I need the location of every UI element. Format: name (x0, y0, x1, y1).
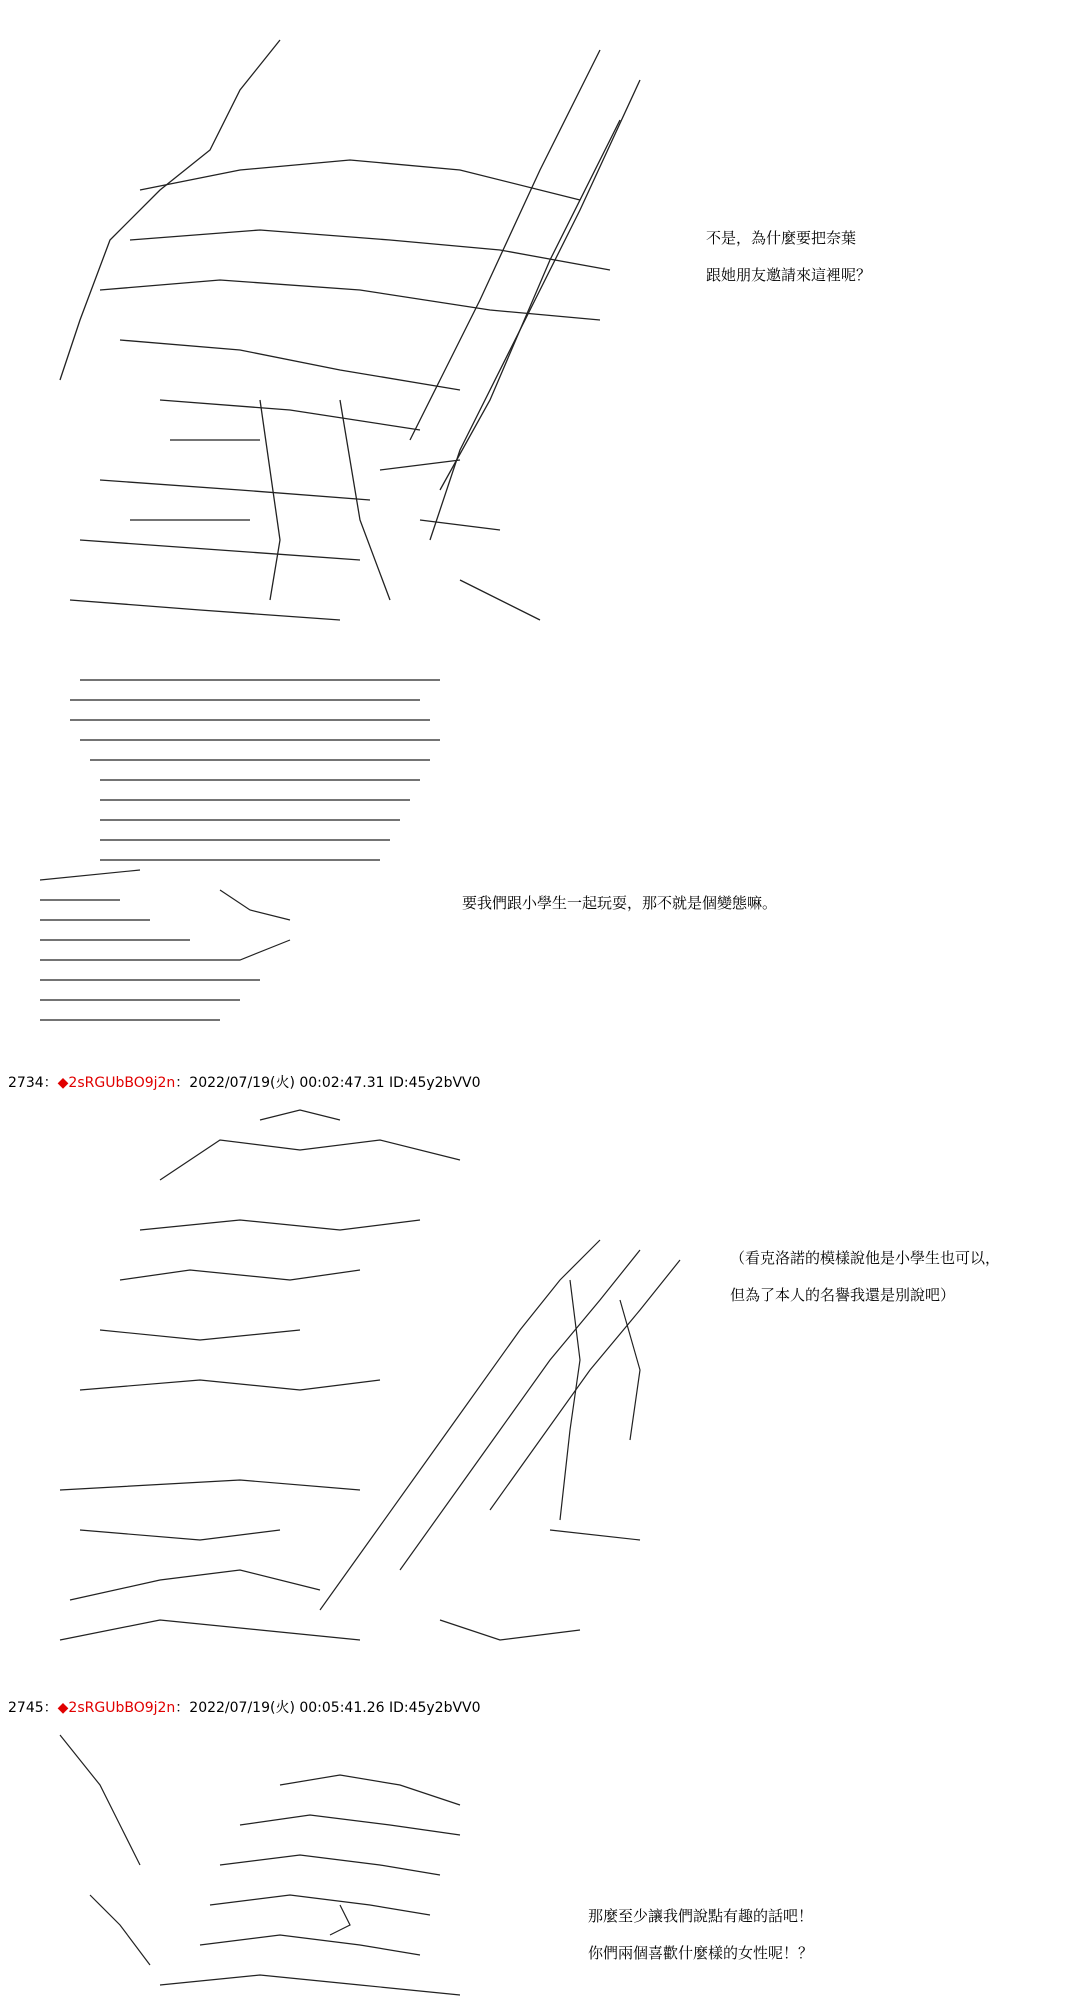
ascii-art-figure-2 (40, 670, 460, 1040)
ascii-art-figure-3 (40, 1100, 700, 1660)
post-datetime-id: ：2022/07/19(火) 00:05:41.26 ID:45y2bVV0 (175, 1700, 481, 1716)
post-header-2745 (8, 1697, 481, 1717)
dialog-line: （看克洛諾的模樣說他是小學生也可以， (730, 1249, 1001, 1267)
trip-code[interactable]: 2sRGUbBO9j2n (68, 1075, 176, 1091)
post-number: 2745 (8, 1700, 44, 1716)
trip-diamond-icon: ◆ (57, 1700, 69, 1716)
post-number: 2734 (8, 1075, 44, 1091)
dialog-block-4 (588, 1898, 813, 1972)
post-separator: ： (43, 1075, 58, 1091)
post-datetime-id: ：2022/07/19(火) 00:02:47.31 ID:45y2bVV0 (175, 1075, 481, 1091)
dialog-line: 但為了本人的名譽我還是別說吧） (730, 1286, 956, 1304)
dialog-block-1 (706, 220, 871, 294)
post-separator: ： (43, 1700, 58, 1716)
dialog-line: 要我們跟小學生一起玩耍，那不就是個變態嘛。 (462, 894, 778, 912)
dialog-line: 那麼至少讓我們說點有趣的話吧！ (588, 1907, 814, 1925)
trip-diamond-icon: ◆ (57, 1075, 69, 1091)
dialog-line: 你們兩個喜歡什麼樣的女性呢！？ (588, 1944, 814, 1962)
dialog-line: 不是，為什麼要把奈葉 (706, 229, 857, 247)
trip-code[interactable]: 2sRGUbBO9j2n (68, 1700, 176, 1716)
ascii-art-figure-4 (40, 1725, 540, 2000)
post-header-2734 (8, 1072, 481, 1092)
dialog-line: 跟她朋友邀請來這裡呢？ (706, 266, 872, 284)
dialog-block-3 (730, 1240, 1000, 1314)
dialog-block-2 (462, 885, 777, 922)
ascii-art-figure-1 (40, 20, 680, 630)
